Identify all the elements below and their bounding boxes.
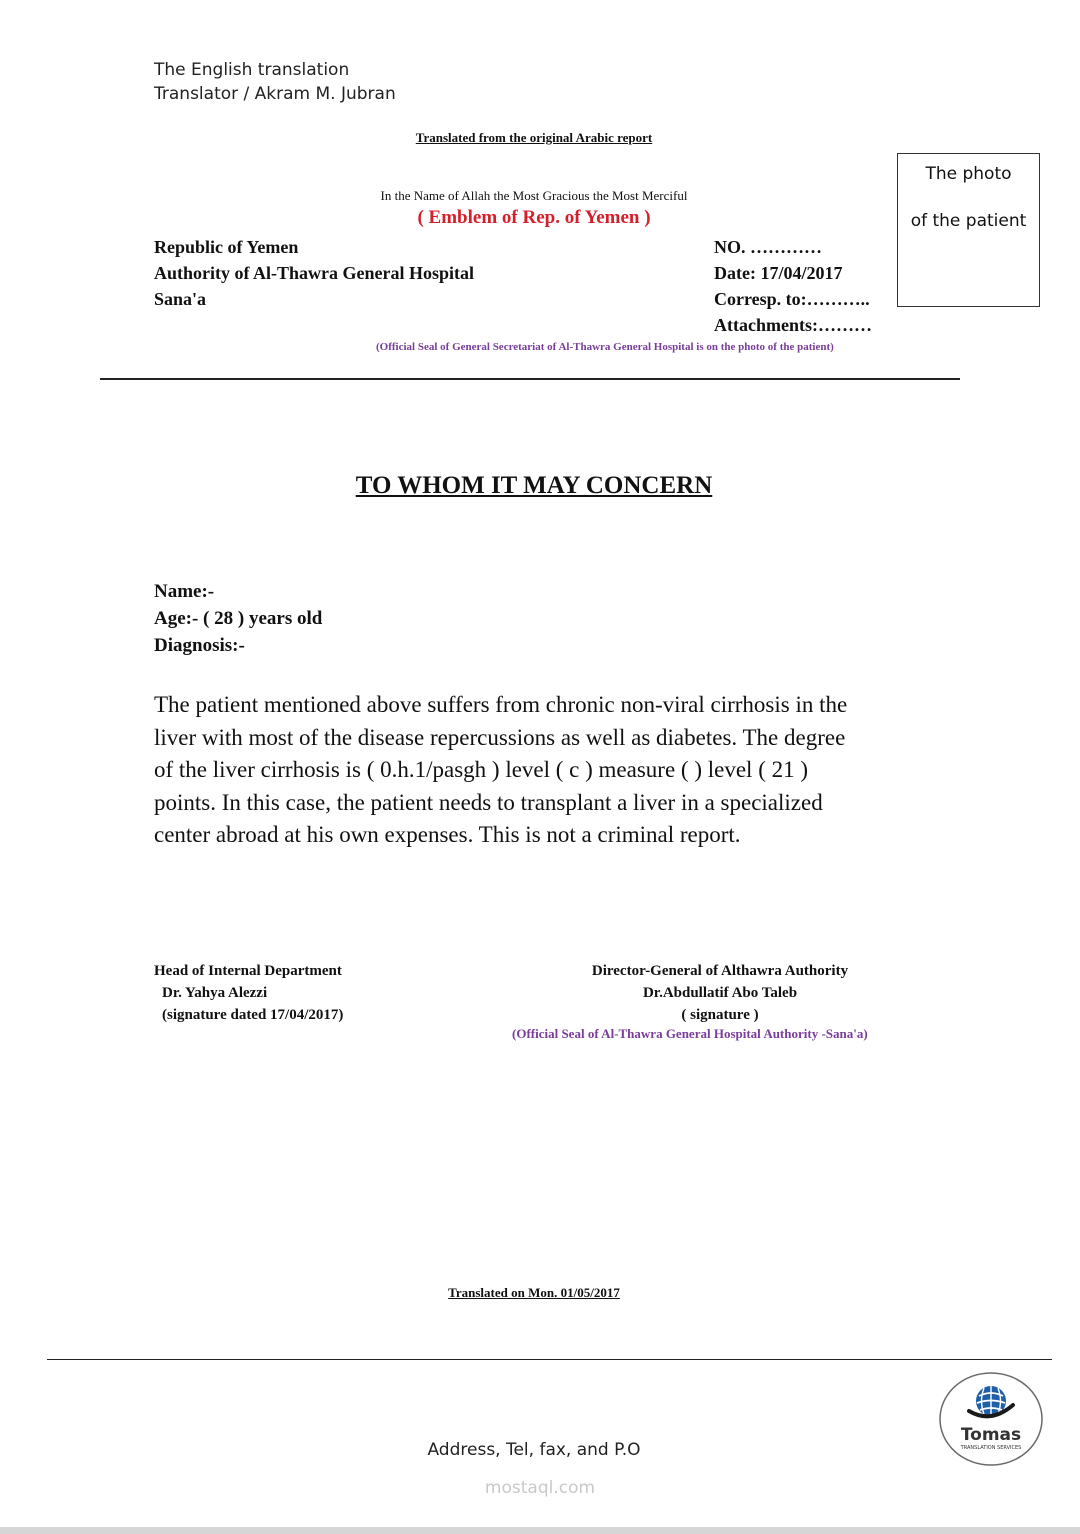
meta-date: Date: 17/04/2017 xyxy=(714,263,843,283)
emblem-note: ( Emblem of Rep. of Yemen ) xyxy=(417,207,651,228)
translated-on-note: Translated on Mon. 01/05/2017 xyxy=(448,1285,620,1300)
report-body-line: liver with most of the disease repercussions as well as diabetes. The degree xyxy=(154,724,846,750)
header-divider xyxy=(100,378,960,380)
translated-from-note: Translated from the original Arabic report xyxy=(415,130,653,145)
issuer-country: Republic of Yemen xyxy=(154,237,299,257)
seal-note-top: (Official Seal of General Secretariat of Al-Thawra General Hospital is on the photo of the patient) xyxy=(376,341,834,353)
issuer-city: Sana'a xyxy=(154,289,207,309)
translator-line-2: Translator / Akram M. Jubran xyxy=(154,84,396,104)
meta-corresp: Corresp. to:……….. xyxy=(714,289,870,309)
page-title: TO WHOM IT MAY CONCERN xyxy=(355,472,713,499)
document-meta xyxy=(714,234,872,338)
report-body-line: center abroad at his own expenses. This is not a criminal report. xyxy=(154,822,741,847)
watermark: mostaql.com xyxy=(484,1478,596,1498)
report-body xyxy=(154,689,914,852)
footer-divider xyxy=(47,1359,1052,1360)
left-signatory-title: Head of Internal Department xyxy=(154,963,342,979)
logo-name: Tomas xyxy=(960,1425,1022,1445)
patient-age: Age:- ( 28 ) years old xyxy=(154,608,323,629)
logo-tagline: TRANSLATION SERVICES xyxy=(960,1445,1022,1451)
patient-name: Name:- xyxy=(154,581,215,602)
tomas-logo xyxy=(939,1372,1043,1466)
patient-diagnosis: Diagnosis:- xyxy=(154,635,245,656)
left-signatory-name: Dr. Yahya Alezzi xyxy=(162,985,268,1001)
meta-attachments: Attachments:……… xyxy=(714,315,872,335)
patient-photo-box xyxy=(897,153,1040,307)
issuer-block xyxy=(154,234,474,312)
meta-number: NO. ………… xyxy=(714,237,822,257)
left-signatory-note: (signature dated 17/04/2017) xyxy=(162,1007,344,1023)
footer-address: Address, Tel, fax, and P.O xyxy=(427,1440,641,1460)
right-seal-note: (Official Seal of Al-Thawra General Hospital Authority -Sana'a) xyxy=(512,1026,868,1041)
report-body-line: points. In this case, the patient needs to transplant a liver in a specialized xyxy=(154,789,823,815)
translator-block xyxy=(154,58,396,106)
right-signatory xyxy=(0,960,1080,1026)
right-signatory-title: Director-General of Althawra Authority xyxy=(591,963,849,979)
basmala: In the Name of Allah the Most Gracious the Most Merciful xyxy=(380,188,688,203)
bottom-scroll-bar xyxy=(0,1527,1080,1534)
right-signatory-name: Dr.Abdullatif Abo Taleb xyxy=(642,985,798,1001)
issuer-authority: Authority of Al-Thawra General Hospital xyxy=(154,263,474,283)
photo-box-line-2: of the patient xyxy=(910,211,1027,231)
right-signatory-note: ( signature ) xyxy=(681,1007,759,1023)
patient-fields xyxy=(154,578,322,659)
report-body-line: The patient mentioned above suffers from chronic non-viral cirrhosis in the xyxy=(154,692,848,717)
report-body-line: of the liver cirrhosis is ( 0.h.1/pasgh ) level ( c ) measure ( ) level ( 21 ) xyxy=(154,757,809,782)
photo-box-line-1: The photo xyxy=(925,164,1012,184)
tomas-logo-icon xyxy=(939,1372,1043,1466)
translator-line-1: The English translation xyxy=(154,60,350,80)
